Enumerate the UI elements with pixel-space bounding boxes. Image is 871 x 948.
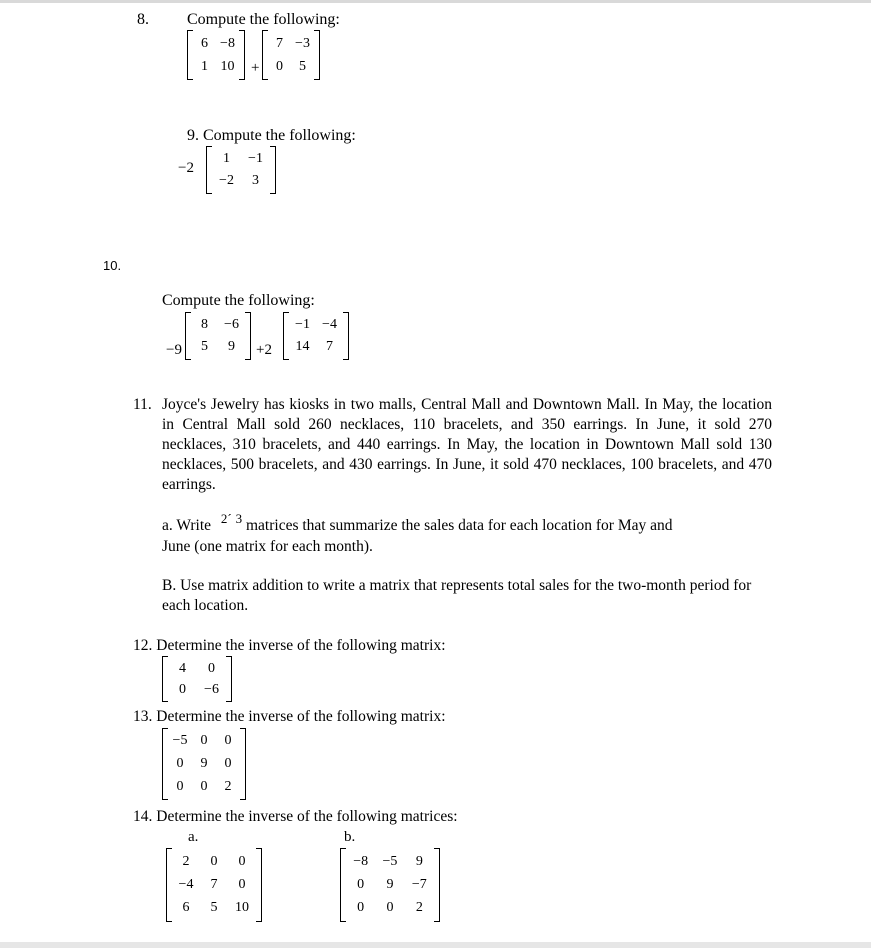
bracket-right — [239, 30, 245, 80]
q11a-times: ´ — [227, 511, 232, 526]
q9-scalar: −2 — [178, 160, 194, 176]
q13-matrix — [162, 728, 246, 800]
q8-matrix-1 — [187, 30, 245, 80]
bracket-right — [314, 30, 320, 80]
q8-number: 8. — [137, 11, 149, 28]
matrix-cell: 6 — [201, 35, 208, 51]
matrix-cell: 0 — [210, 853, 218, 869]
matrix-cell: −6 — [224, 317, 239, 332]
matrix-cell: −8 — [353, 853, 369, 869]
bracket-right — [240, 728, 246, 800]
matrix-cell: 5 — [299, 58, 306, 74]
matrix-cell: −4 — [178, 877, 194, 892]
q11a-prefix: a. Write — [162, 517, 212, 534]
q11b-text: B. Use matrix addition to write a matrix that represents total sales for the two-month period for each location. — [162, 577, 752, 614]
q8-prompt: Compute the following: — [187, 11, 340, 28]
matrix-cell: −1 — [248, 151, 263, 166]
q14-part-a: a. — [188, 829, 199, 845]
q13-label: 13. Determine the inverse of the following matrix: — [133, 708, 446, 725]
q10-operator: +2 — [256, 342, 272, 358]
q11a-dim2: 3 — [235, 511, 243, 526]
q12-label: 12. Determine the inverse of the following matrix: — [133, 637, 446, 654]
matrix-cell: −7 — [411, 877, 427, 892]
matrix-cell: −4 — [322, 317, 337, 332]
q8-matrix-2 — [262, 30, 320, 80]
matrix-cell: −6 — [204, 681, 219, 697]
matrix-cell: 0 — [357, 877, 365, 892]
matrix-cell: 0 — [176, 778, 184, 794]
q10-number: 10. — [103, 258, 122, 273]
q11a-suffix: matrices that summarize the sales data for each location for May and — [245, 517, 673, 534]
matrix-cell: 3 — [252, 173, 259, 188]
matrix-cell: 0 — [200, 778, 208, 794]
matrix-cell: −1 — [295, 317, 310, 332]
matrix-cell: 0 — [200, 733, 208, 749]
q10-prompt: Compute the following: — [162, 292, 315, 309]
q14-matrix-a — [166, 848, 262, 922]
matrix-cell: 7 — [326, 339, 333, 354]
matrix-cell: 0 — [179, 681, 186, 697]
q12-matrix — [162, 656, 232, 702]
matrix-cell: 0 — [208, 660, 215, 676]
matrix-cell: 0 — [357, 900, 365, 916]
matrix-cell: 7 — [276, 35, 283, 51]
matrix-cell: −3 — [295, 35, 310, 51]
q14-label: 14. Determine the inverse of the following matrices: — [133, 808, 458, 825]
matrix-cell: 0 — [276, 58, 283, 74]
matrix-cell: 0 — [224, 756, 232, 771]
matrix-cell: 2 — [415, 900, 423, 916]
q10-scalar-1: −9 — [166, 342, 182, 358]
matrix-cell: 0 — [224, 733, 232, 749]
matrix-cell: 14 — [295, 339, 310, 354]
matrix-cell: 5 — [201, 339, 208, 354]
q11a-line1 — [162, 511, 673, 536]
q14-matrix-b — [340, 848, 440, 922]
q9-matrix — [206, 146, 276, 194]
bracket-right — [343, 312, 349, 360]
q11a-dim1: 2 — [220, 511, 228, 526]
q10-matrix-2 — [283, 312, 349, 360]
q10-matrix-1 — [185, 312, 251, 360]
q9-prompt: 9. Compute the following: — [187, 127, 356, 144]
matrix-cell: 1 — [223, 151, 230, 166]
matrix-cell: 4 — [179, 660, 186, 676]
q11a-line2: June (one matrix for each month). — [162, 538, 373, 555]
matrix-cell: 9 — [228, 339, 235, 354]
matrix-cell: 2 — [224, 778, 232, 794]
matrix-cell: −2 — [219, 173, 234, 188]
matrix-cell: −5 — [172, 733, 188, 749]
q14-part-b: b. — [344, 829, 356, 845]
matrix-cell: 9 — [415, 853, 423, 869]
matrix-cell: −5 — [382, 853, 398, 869]
matrix-cell: −8 — [220, 35, 235, 51]
bracket-right — [256, 848, 262, 922]
bracket-right — [270, 146, 276, 194]
top-border — [0, 0, 871, 3]
matrix-cell: 2 — [182, 853, 190, 869]
bracket-right — [226, 656, 232, 702]
q11-number: 11. — [133, 396, 152, 413]
matrix-cell: 10 — [235, 900, 249, 916]
matrix-cell: 7 — [210, 877, 218, 892]
matrix-cell: 0 — [386, 900, 394, 916]
matrix-cell: 0 — [238, 877, 246, 892]
matrix-cell: 5 — [210, 900, 218, 916]
matrix-cell: 9 — [386, 877, 394, 892]
matrix-cell: 8 — [201, 317, 208, 332]
matrix-cell: 10 — [220, 58, 235, 74]
matrix-cell: 1 — [201, 58, 208, 74]
bottom-border — [0, 942, 871, 948]
matrix-cell: 0 — [176, 756, 184, 771]
bracket-right — [434, 848, 440, 922]
matrix-cell: 9 — [200, 756, 208, 771]
q8-operator: + — [251, 60, 260, 76]
matrix-cell: 6 — [182, 900, 190, 916]
q11-text: Joyce's Jewelry has kiosks in two malls, Central Mall and Downtown Mall. In May, the location in Central Mall sold 260 necklaces, 110 bracelets, and 350 earrings. In June, it sold 270 necklaces, 310 bracelets, and 440 earrings. In May, the location in Downtown Mall sold 130 necklaces, 500 bracelets, and 430 earrings. In June, it sold 470 necklaces, 100 bracelets, and 470 earrings. — [162, 396, 772, 493]
matrix-cell: 0 — [238, 853, 246, 869]
bracket-right — [245, 312, 251, 360]
